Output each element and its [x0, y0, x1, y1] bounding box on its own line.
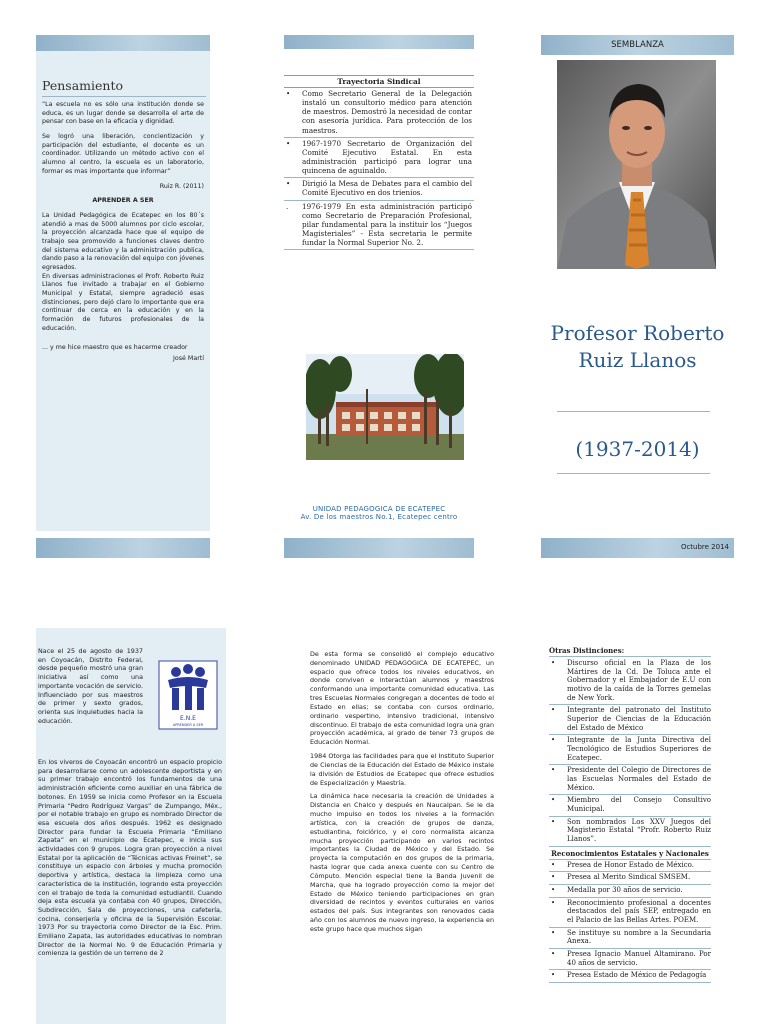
list-item-text: Presea al Merito Sindical SMSEM. [567, 873, 691, 882]
portrait-photo [557, 60, 716, 269]
list-item: • Miembro del Consejo Consultivo Municipal. [549, 795, 711, 816]
list-item: • Integrante del patronato del Instituto Superior de Ciencias de la Educación del Estado de México [549, 705, 711, 735]
trayectoria-sindical-list [284, 75, 474, 250]
list-item [284, 138, 474, 179]
list-item: • Presidente del Colegio de Directores de las Escuelas Normales del Estado de México. [549, 765, 711, 795]
list-item-text: Se instituye su nombre a la Secundaria Anexa. [567, 928, 711, 946]
quote-paragraph-1: “La escuela no es sólo una institución donde se educa, es un lugar donde se desarrolla el arte de pensar con base en la eficacia y dignidad. [42, 101, 204, 126]
paragraph-1984: 1984 Otorga las facilidades para que el Instituto Superior de Ciencias de la Educación del Estado de México instale la división de Estudios de Ecatepec que ofrece estudios de Especialización y Maestría. [310, 752, 494, 787]
list-item: • Son nombrados Los XXV Juegos del Magisterio Estatal “Profr. Roberto Ruiz Llanos”. [549, 817, 711, 847]
title-divider [42, 96, 206, 97]
list-item-text: Integrante del patronato del Instituto Superior de Ciencias de la Educación del Estado de México [567, 706, 711, 732]
list-item-text: Reconocimiento profesional a docentes destacados del país SEP, entregado en el Palacio de las Bellas Artes. POEM. [567, 898, 711, 925]
list-item: • Presea Ignacio Manuel Altamirano. Por 40 años de servicio. [549, 949, 711, 970]
school-caption [284, 505, 474, 521]
caption-address: Av. De los maestros No.1, Ecatepec centro [300, 513, 458, 521]
biography-intro: Nace el 25 de agosto de 1937 en Coyoacán, Distrito Federal, desde pequeño mostró una gran iniciativa así como una importante vocación de servicio. Influenciado por sus maestros de primer y sexto grados, orienta sus inquietudes hacia la educación. [38, 647, 143, 725]
quote-author: Ruiz R. (2011) [159, 182, 204, 190]
aprender-paragraph-1: La Unidad Pedagógica de Ecatepec en los 80´s atendió a mas de 5000 alumnos por ciclo escolar, la proyección alcanzada hace que el equipo de trabajo sea promovido a funciones claves dentro del sistema educativo y la administración publica, dando paso a la renovación del equipo con jóvenes egresados. [42, 211, 204, 271]
section-title-aprender: APRENDER A SER [92, 197, 154, 205]
list-item: • Medalla por 30 años de servicio. [549, 885, 711, 898]
list-item-text: 1976-1979 En esta administración participó como Secretario de Preparación Profesional, pilar fundamental para la instituir los “Juegos Magisteriales” - Esta secretaria le permite fundar la Normal Superior No. 2. [302, 201, 472, 248]
list-item-text: Dirigió la Mesa de Debates para el cambio del Comité Ejecutivo en dos trienios. [302, 179, 472, 198]
pensamiento-title: Pensamiento [42, 78, 124, 93]
bullet: • [286, 179, 291, 189]
logo-text: E.N.E [180, 715, 196, 722]
profile-name: Profesor Roberto Ruiz Llanos [550, 321, 725, 372]
biography-body: En los viveros de Coyoacán encontró un espacio propicio para desarrollarse como un adolescente deportista y en su primer trabajo encontró los fundamentos de una administración eficiente como auxiliar en una fábrica de botones. En 1959 se inicia como Profesor en la Escuela Primaria “Pedro Rodríguez Vargas” de Zumpango, Méx., por el notable trabajo en grupo es nombrado Director de esa escuela dos años después. 1962 es designado Director para fundar la Escuela Primaria “Emiliano Zapata” en el municipio de Ecatepec, e inicia sus actividades con 9 grupos. Logra gran proyección a nivel Estatal por la aplicación de “Técnicas activas Freinet”, se constituye un espacio con árboles y mucha promoción deportiva y artística, destaca la limpieza como una característica de la institución, logrando esta proyección con el trabajo de toda la comunidad estudiantil. Cuando deja esta escuela ya contaba con 40 grupos, Dirección, Subdirección, Sala de proyecciones, una cafetería, cocina, conserjería y oficina de la Supervisión Escolar. 1973 Por su trayectoria como Director de la Esc. Prim. Emiliano Zapata, las autoridades educativas lo nombran Director de la Normal No. 9 de Educación Primaria y comienza la gestión de un terreno de 2 [38, 758, 222, 958]
quote-paragraph-2: Se logró una liberación, concientización y participación del estudiante, el docente es un coordinador. Utilizando un método activo con el alumno al centro, la escuela es un laboratorio, formar es mas importante que informar” [42, 133, 204, 175]
paragraph-dynamics: La dinámica hace necesaria la creación de Unidades a Distancia en Chalco y después en Naucalpan. Se le da mucho impulso en todos los niveles a la formación artística, con la creación de grupos de danza, estudiantina, folclórico, y el coro normalista alcanza mucha proyección participando en varios recintos importantes la Ciudad de México y del Estado. Se proyecta la computación en dos grupos de la primaria, hasta lograr que cada anexa cuente con su Centro de Cómputo. Mención especial tiene la Banda Juvenil de Marcha, que ha logrado proyección como la mejor del Estado de México teniendo participaciones en gran diversidad de recintos y eventos culturales en varios estados del país. Sus integrantes son renovados cada año con los alumnos de nuevo ingreso, la experiencia en este grupo hace que muchos sigan [310, 792, 494, 933]
closing-quote: ... y me hice maestro que es hacerme creador [42, 343, 188, 351]
bullet: . [286, 201, 289, 211]
list-item-text: Son nombrados Los XXV Juegos del Magisterio Estatal “Profr. Roberto Ruiz Llanos”. [567, 817, 711, 844]
list-item: • Reconocimiento profesional a docentes destacados del país SEP, entregado en el Palacio de las Bellas Artes. POEM. [549, 898, 711, 928]
reconocimientos-header: Reconocimientos Estatales y Nacionales [549, 847, 711, 860]
list-item: • Presea de Honor Estado de México. [549, 860, 711, 873]
caption-school-name: UNIDAD PEDAGOGICA DE ECATEPEC [312, 505, 446, 513]
logo-subtext: APRENDER A SER [172, 723, 204, 727]
list-item [284, 88, 474, 138]
list-item-text: Miembro del Consejo Consultivo Municipal. [567, 796, 711, 814]
list-item-text: Como Secretario General de la Delegación instaló un consultorio médico para atención de maestros. Demostró la necesidad de contar con asesoría jurídica. Para protección de los maestros. [302, 89, 472, 135]
list-item-text: Presea de Honor Estado de México. [567, 860, 694, 869]
list-item: • Presea Estado de México de Pedagogía [549, 970, 711, 983]
bullet: • [286, 138, 291, 148]
list-item-text: Medalla por 30 años de servicio. [567, 886, 683, 895]
list-item: • Discurso oficial en la Plaza de los Mártires de la Cd. De Toluca ante el Gobernador y el Embajador de E.U con motivo de la caída de la Torres gemelas de New York. [549, 658, 711, 705]
panel2-top-bar [284, 35, 474, 49]
list-item [284, 178, 474, 200]
list-item: • Presea al Merito Sindical SMSEM. [549, 872, 711, 885]
list-item-text: 1967-1970 Secretario de Organización del Comité Ejecutivo Estatal. En esta administración participó para lograr una quincena de aguinaldo. [302, 138, 472, 176]
list-item-text: Presea Ignacio Manuel Altamirano. Por 40 años de servicio. [567, 950, 711, 967]
pensamiento-panel [36, 51, 210, 531]
list-item-text: Presidente del Colegio de Directores de las Escuelas Normales del Estado de México. [567, 766, 711, 792]
profile-years: (1937-2014) [575, 437, 700, 461]
paragraph-consolidation: De esta forma se consolidó el complejo educativo denominado UNIDAD PEDAGOGICA DE ECATEPEC, un espacio que ofrece todos los niveles educativos, en donde conviven e interactúan alumnos y maestros conformando una importante comunidad educativa. Las tres Escuelas Normales congregan a docentes de todo el Estado en ellas; se contaba con cursos ordinario, ordinario vespertino, intensivo tradicional, intensivo discontinuo. El trabajo de esta comunidad logra una gran proyección académica, al grado de tener 73 grupos de Educación Normal. [310, 650, 494, 747]
panel1-top-bar [36, 35, 210, 51]
list-item-text: Discurso oficial en la Plaza de los Mártires de la Cd. De Toluca ante el Gobernador y el Embajador de E.U con motivo de la caída de la Torres gemelas de New York. [567, 659, 711, 702]
panel1-bottom-bar [36, 538, 210, 558]
list-item: • Se instituye su nombre a la Secundaria Anexa. [549, 928, 711, 949]
unidad-pedagogica-text [310, 650, 494, 939]
list-item [284, 201, 474, 251]
list-item-text: Integrante de la Junta Directiva del Tecnológico de Estudios Superiores de Ecatepec. [567, 736, 711, 762]
school-photo [306, 354, 464, 460]
bullet: • [286, 89, 291, 98]
trayectoria-header: Trayectoria Sindical [284, 75, 474, 88]
aprender-paragraph-2: En diversas administraciones el Profr. Roberto Ruiz Llanos fue invitado a trabajar en el Gobierno Municipal y Estatal, siempre agradeció esas distinciones, pero dejó claro lo importante que era continuar de cerca en la educación y en la formación de futuros profesionales de la educación. [42, 272, 204, 332]
list-item-text: Presea Estado de México de Pedagogía [567, 971, 707, 980]
semblanza-header: SEMBLANZA [541, 35, 734, 55]
otras-distinciones-header: Otras Distinciones: [549, 646, 711, 657]
name-divider [557, 411, 710, 412]
panel2-bottom-bar [284, 538, 474, 558]
publication-date: Octubre 2014 [680, 543, 729, 551]
distinctions-panel [549, 646, 711, 983]
pensamiento-body [42, 101, 204, 370]
school-logo [158, 660, 218, 730]
closing-author: José Martí [173, 355, 204, 363]
list-item: • Integrante de la Junta Directiva del Tecnológico de Estudios Superiores de Ecatepec. [549, 735, 711, 765]
years-divider [557, 473, 710, 474]
